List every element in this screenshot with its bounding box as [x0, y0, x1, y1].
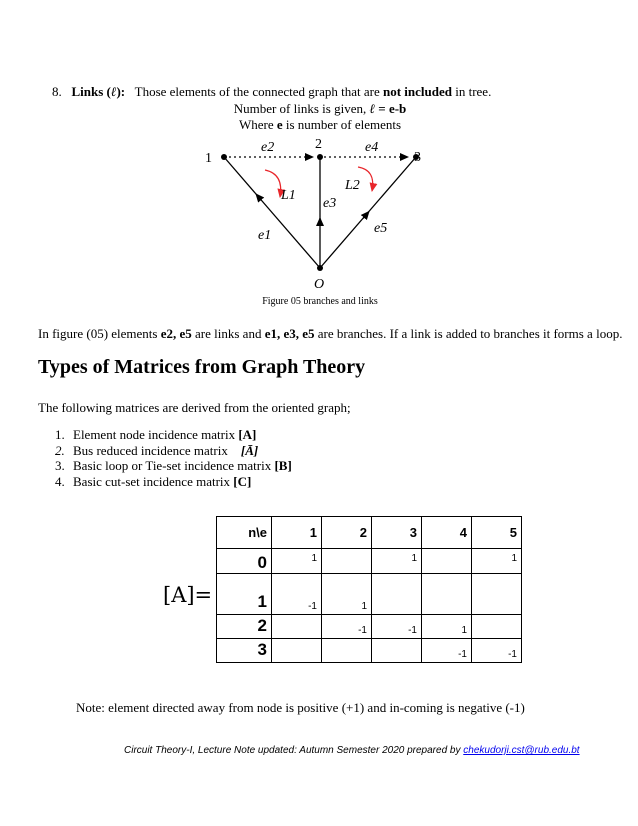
loop-l1-arrow	[265, 170, 281, 197]
row-header: 2	[217, 615, 272, 639]
list-item: 1. Element node incidence matrix [A]	[55, 427, 257, 442]
header-corner: n\e	[217, 517, 272, 549]
branch-e1	[224, 157, 320, 268]
graph-figure	[200, 134, 440, 296]
footer-text: Circuit Theory-I, Lecture Note updated: Autumn Semester 2020 prepared by	[124, 745, 461, 756]
table-cell	[472, 574, 522, 615]
incidence-matrix-table	[216, 516, 522, 663]
table-cell: -1	[472, 639, 522, 663]
table-cell	[322, 639, 372, 663]
def-emphasis: not included	[382, 84, 452, 99]
node-2-dot	[317, 154, 323, 160]
item-number: 8.	[52, 84, 62, 99]
table-row	[217, 549, 522, 574]
table-cell	[272, 615, 322, 639]
column-header: 2	[322, 517, 372, 549]
table-cell	[372, 639, 422, 663]
node-2-label: 2	[315, 137, 322, 152]
matrix-type-list	[38, 427, 292, 489]
table-row	[217, 639, 522, 663]
table-cell	[422, 549, 472, 574]
table-cell: 1	[422, 615, 472, 639]
ell-symbol: ℓ	[369, 101, 376, 116]
table-cell: -1	[422, 639, 472, 663]
e3-label: e3	[323, 196, 337, 211]
table-row	[217, 574, 522, 615]
ell-symbol: ℓ	[110, 84, 117, 99]
links-definition	[52, 84, 491, 100]
node-o-dot	[317, 265, 323, 271]
branch-e5-arrow	[363, 212, 369, 219]
def-text-a: Those elements of the connected graph that are	[134, 84, 380, 99]
e5-label: e5	[374, 221, 388, 236]
row-header: 0	[217, 549, 272, 574]
table-cell: -1	[272, 574, 322, 615]
column-header: 1	[272, 517, 322, 549]
def-text-b: in tree.	[455, 84, 492, 99]
links-term: Links (	[71, 84, 111, 99]
table-cell: -1	[322, 615, 372, 639]
table-cell: 1	[272, 549, 322, 574]
l2-label: L2	[345, 178, 360, 193]
e2-label: e2	[261, 140, 275, 155]
links-paragraph: In figure (05) elements e2, e5 are links and e1, e3, e5 are branches. If a link is added to branches it forms a loop.	[38, 326, 623, 341]
list-item: 4. Basic cut-set incidence matrix [C]	[55, 473, 252, 489]
table-cell	[472, 615, 522, 639]
sign-note: Note: element directed away from node is positive (+1) and in-coming is negative (-1)	[76, 700, 525, 715]
table-cell: -1	[372, 615, 422, 639]
loop-l2-arrow	[358, 167, 373, 191]
footer-email-link[interactable]: chekudorji.cst@rub.edu.bt	[463, 745, 580, 756]
node-1-dot	[221, 154, 227, 160]
column-header: 3	[372, 517, 422, 549]
l1-label: L1	[281, 188, 296, 203]
page-footer	[124, 745, 580, 756]
section-heading: Types of Matrices from Graph Theory	[38, 356, 366, 378]
column-header: 5	[472, 517, 522, 549]
table-cell: 1	[322, 574, 372, 615]
matrix-label: [A]=	[163, 583, 213, 607]
e4-label: e4	[365, 140, 379, 155]
table-cell: 1	[472, 549, 522, 574]
branch-e1-arrow	[256, 194, 259, 198]
formula-line2: Where e is number of elements	[238, 117, 402, 132]
table-cell: 1	[372, 549, 422, 574]
node-3-label: 3	[414, 150, 421, 165]
table-cell	[422, 574, 472, 615]
table-header-row	[217, 517, 522, 549]
formula-line1: Number of links is given, ℓ = e-b	[233, 101, 407, 116]
intro-text: The following matrices are derived from the oriented graph;	[38, 400, 351, 415]
node-o-label: O	[314, 277, 325, 292]
node-1-label: 1	[205, 151, 212, 166]
row-header: 1	[217, 574, 272, 615]
figure-caption: Figure 05 branches and links	[262, 296, 378, 307]
list-item: 2. Bus reduced incidence matrix [Ā]	[55, 442, 259, 458]
table-row	[217, 615, 522, 639]
links-term-end: ):	[116, 84, 126, 99]
row-header: 3	[217, 639, 272, 663]
column-header: 4	[422, 517, 472, 549]
table-cell	[372, 574, 422, 615]
list-item: 3. Basic loop or Tie-set incidence matrix [B]	[55, 458, 292, 473]
table-cell	[272, 639, 322, 663]
e1-label: e1	[258, 228, 272, 243]
table-cell	[322, 549, 372, 574]
